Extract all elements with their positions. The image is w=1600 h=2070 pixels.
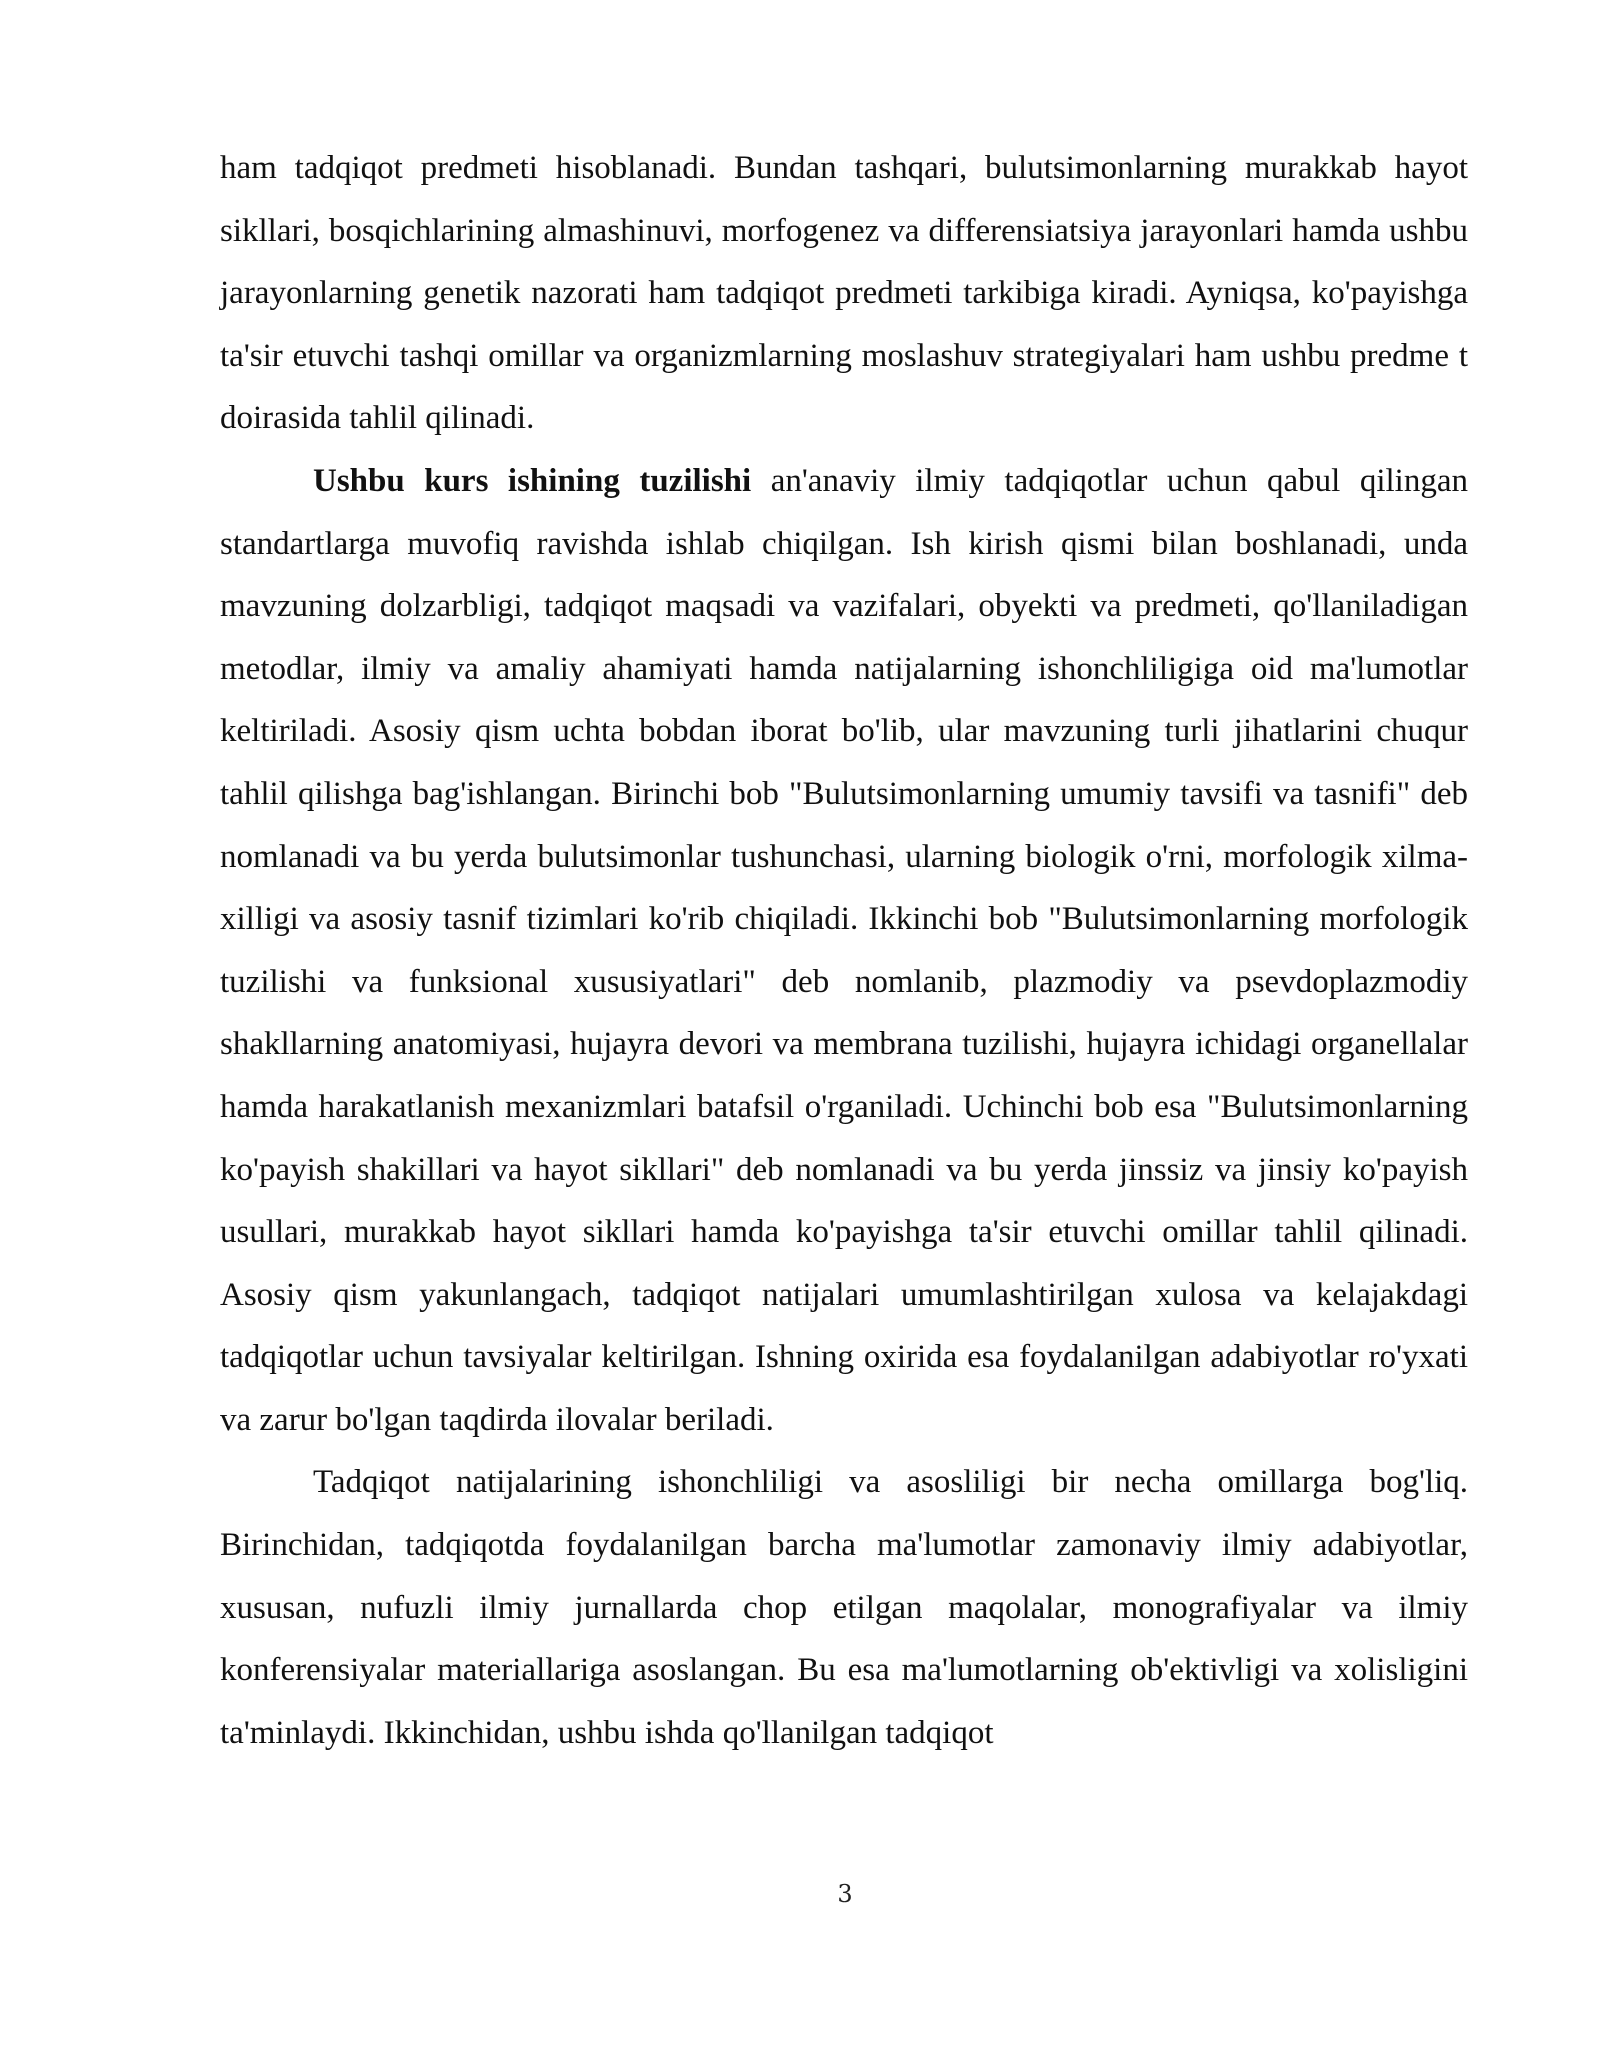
paragraph-text: an'anaviy ilmiy tadqiqotlar uchun qabul qilingan standartlarga muvofiq ravishda ishlab chiqilgan. Ish kirish qismi bilan boshlanadi, unda mavzuning dolzarbligi, tadqiqot maqsadi va vazifalari, obyekti va predmeti, qo'llaniladigan metodlar, ilmiy va amaliy ahamiyati hamda natijalarning ishonchliligiga oid ma'lumotlar keltiriladi. Asosiy qism uchta bobdan iborat bo'lib, ular mavzuning turli jihatlarini chuqur tahlil qilishga bag'ishlangan. Birinchi bob "Bulutsimonlarning umumiy tavsifi va tasnifi" deb nomlanadi va bu yerda bulutsimonlar tushunchasi, ularning biologik o'rni, morfologik xilma-xilligi va asosiy tasnif tizimlari ko'rib chiqiladi. Ikkinchi bob "Bulutsimonlarning morfologik tuzilishi va funksional xususiyatlari" deb nomlanib, plazmodiy va psevdoplazmodiy shakllarning anatomiyasi, hujayra devori va membrana tuzilishi, hujayra ichidagi organellalar hamda harakatlanish mexanizmlari batafsil o'rganiladi. Uchinchi bob esa "Bulutsimonlarning ko'payish shakillari va hayot sikllari" deb nomlanadi va bu yerda jinssiz va jinsiy ko'payish usullari, murakkab hayot sikllari hamda ko'payishga ta'sir etuvchi omillar tahlil qilinadi. Asosiy qism yakunlangach, tadqiqot natijalari umumlashtirilgan xulosa va kelajakdagi tadqiqotlar uchun tavsiyalar keltirilgan. Ishning oxirida esa foydalanilgan adabiyotlar ro'yxati va zarur bo'lgan taqdirda ilovalar beriladi. [220, 462, 1468, 1438]
paragraph-continuation [220, 137, 1468, 450]
document-page [220, 137, 1468, 1764]
paragraph-bold-lead: Ushbu kurs ishining tuzilishi [313, 462, 752, 499]
paragraph-structure [220, 450, 1468, 1452]
paragraph-text: Tadqiqot natijalarining ishonchliligi va asosliligi bir necha omillarga bog'liq. Birinchidan, tadqiqotda foydalanilgan barcha ma'lumotlar zamonaviy ilmiy adabiyotlar, xususan, nufuzli ilmiy jurnallarda chop etilgan maqolalar, monografiyalar va ilmiy konferensiyalar materiallariga asoslangan. Bu esa ma'lumotlarning ob'ektivligi va xolisligini ta'minlaydi. Ikkinchidan, ushbu ishda qo'llanilgan tadqiqot [220, 1464, 1468, 1751]
paragraph-text: ham tadqiqot predmeti hisoblanadi. Bundan tashqari, bulutsimonlarning murakkab hayot sikllari, bosqichlarining almashinuvi, morfogenez va differensiatsiya jarayonlari hamda ushbu jarayonlarning genetik nazorati ham tadqiqot predmeti tarkibiga kiradi. Ayniqsa, ko'payishga ta'sir etuvchi tashqi omillar va organizmlarning moslashuv strategiyalari ham ushbu predme t doirasida tahlil qilinadi. [220, 150, 1468, 437]
page-number: 3 [837, 1880, 853, 1908]
paragraph-reliability [220, 1451, 1468, 1764]
